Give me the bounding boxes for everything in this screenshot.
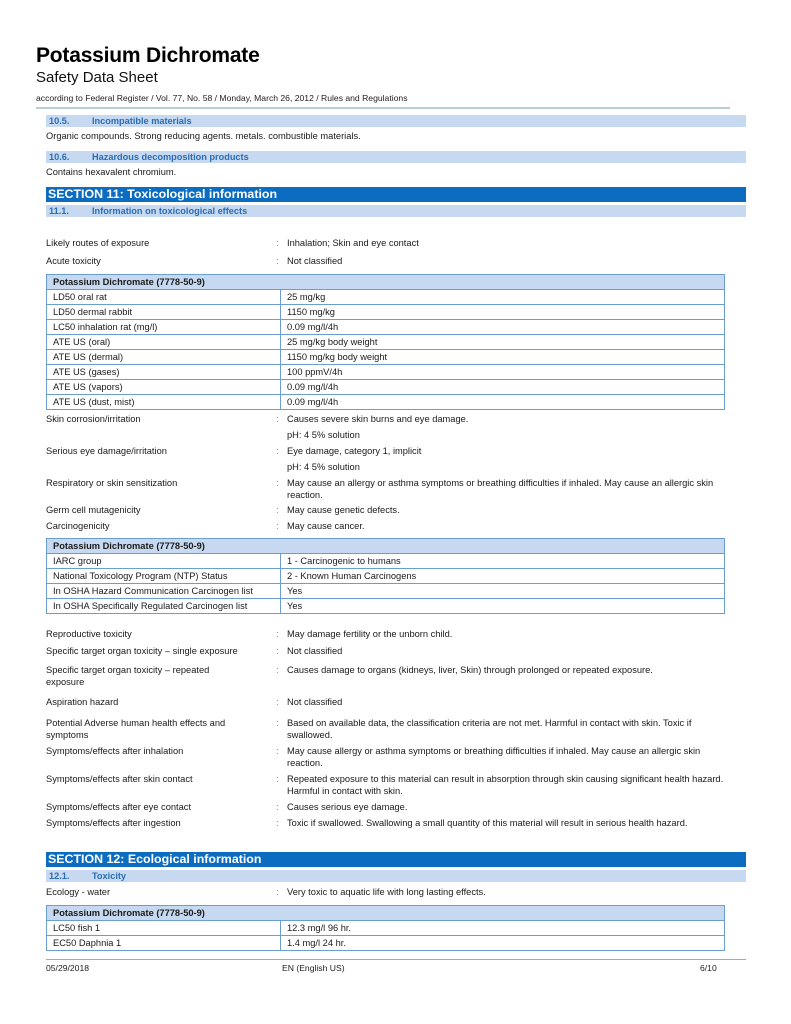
- table-row: [47, 380, 725, 395]
- table-row: [47, 320, 725, 335]
- table-row: [47, 290, 725, 305]
- property-label: Germ cell mutagenicity: [46, 505, 141, 515]
- table-cell-key: LC50 inhalation rat (mg/l): [47, 320, 281, 335]
- property-label: Specific target organ toxicity – single exposure: [46, 646, 238, 656]
- colon-separator: :: [276, 746, 279, 756]
- table-cell-key: In OSHA Specifically Regulated Carcinogen list: [47, 599, 281, 614]
- table-cell-value: 1150 mg/kg: [281, 305, 725, 320]
- table-row: [47, 395, 725, 410]
- table-cell-key: National Toxicology Program (NTP) Status: [47, 569, 281, 584]
- footer-page-number: 6/10: [700, 963, 717, 973]
- property-value-ph: pH: 4 5% solution: [287, 462, 360, 472]
- property-label: Symptoms/effects after eye contact: [46, 802, 192, 812]
- table-cell-value: 25 mg/kg body weight: [281, 335, 725, 350]
- property-label: Carcinogenicity: [46, 521, 110, 531]
- colon-separator: :: [276, 818, 279, 828]
- subsection-10-6-header: [46, 151, 746, 163]
- section-title: SECTION 12: Ecological information: [48, 852, 262, 866]
- property-label: Potential Adverse human health effects and symptoms: [46, 718, 226, 740]
- table-row: [47, 936, 725, 951]
- property-label: Ecology - water: [46, 887, 111, 897]
- property-label: Specific target organ toxicity – repeated exposure: [46, 665, 210, 687]
- property-value: Toxic if swallowed. Swallowing a small quantity of this material will result in serious health hazard.: [287, 818, 688, 828]
- colon-separator: :: [276, 887, 279, 897]
- property-value: Very toxic to aquatic life with long lasting effects.: [287, 887, 486, 897]
- incompatible-materials-text: Organic compounds. Strong reducing agents. metals. combustible materials.: [46, 131, 361, 141]
- footer-date: 05/29/2018: [46, 963, 90, 973]
- table-cell-key: LC50 fish 1: [47, 921, 281, 936]
- document-title: Potassium Dichromate: [36, 44, 260, 67]
- subsection-11-1-header: [46, 205, 746, 217]
- property-value: Repeated exposure to this material can result in absorption through skin causing significant health hazard. Harmful in contact with skin.: [287, 774, 724, 796]
- colon-separator: :: [276, 478, 279, 488]
- regulation-reference: according to Federal Register / Vol. 77, No. 58 / Monday, March 26, 2012 / Rules and Regulations: [36, 93, 408, 103]
- property-value: Not classified: [287, 697, 343, 707]
- table-cell-key: ATE US (vapors): [47, 380, 281, 395]
- subsection-number: 12.1.: [49, 871, 70, 881]
- table-row: [47, 599, 725, 614]
- table-cell-value: 0.09 mg/l/4h: [281, 395, 725, 410]
- property-label: Skin corrosion/irritation: [46, 414, 141, 424]
- table-row: [47, 305, 725, 320]
- table-cell-key: ATE US (oral): [47, 335, 281, 350]
- section-11-header: [46, 187, 746, 202]
- decomposition-products-text: Contains hexavalent chromium.: [46, 167, 177, 177]
- table-cell-value: 1 - Carcinogenic to humans: [281, 554, 725, 569]
- table-cell-value: 25 mg/kg: [281, 290, 725, 305]
- table-row: [47, 569, 725, 584]
- table-cell-key: LD50 oral rat: [47, 290, 281, 305]
- table-row: [47, 584, 725, 599]
- colon-separator: :: [276, 238, 279, 248]
- footer-language: EN (English US): [282, 963, 345, 973]
- ecotoxicity-table: [46, 905, 725, 951]
- table-header-cell: Potassium Dichromate (7778-50-9): [47, 906, 725, 921]
- table-cell-value: 1150 mg/kg body weight: [281, 350, 725, 365]
- carcinogenicity-table: [46, 538, 725, 614]
- colon-separator: :: [276, 505, 279, 515]
- table-cell-value: Yes: [281, 599, 725, 614]
- property-label: Acute toxicity: [46, 256, 101, 266]
- table-header-cell: Potassium Dichromate (7778-50-9): [47, 275, 725, 290]
- header-divider: [36, 107, 730, 109]
- colon-separator: :: [276, 646, 279, 656]
- property-value: Based on available data, the classification criteria are not met. Harmful in contact with skin. Toxic if swallowed.: [287, 718, 692, 740]
- table-cell-value: 100 ppmV/4h: [281, 365, 725, 380]
- property-label: Serious eye damage/irritation: [46, 446, 167, 456]
- property-value: Causes severe skin burns and eye damage.: [287, 414, 469, 424]
- property-label: Symptoms/effects after ingestion: [46, 818, 181, 828]
- subsection-12-1-header: [46, 870, 746, 882]
- table-cell-key: IARC group: [47, 554, 281, 569]
- table-header-cell: Potassium Dichromate (7778-50-9): [47, 539, 725, 554]
- table-row: [47, 350, 725, 365]
- property-value: May cause allergy or asthma symptoms or breathing difficulties if inhaled. May cause an allergic skin reaction.: [287, 746, 701, 768]
- subsection-number: 10.6.: [49, 152, 70, 162]
- table-cell-value: Yes: [281, 584, 725, 599]
- section-12-header: [46, 852, 746, 867]
- colon-separator: :: [276, 718, 279, 728]
- property-value: May cause cancer.: [287, 521, 365, 531]
- property-value-ph: pH: 4 5% solution: [287, 430, 360, 440]
- colon-separator: :: [276, 256, 279, 266]
- colon-separator: :: [276, 521, 279, 531]
- table-cell-value: 0.09 mg/l/4h: [281, 320, 725, 335]
- table-row: [47, 554, 725, 569]
- footer-divider: [46, 959, 746, 960]
- colon-separator: :: [276, 697, 279, 707]
- property-label: Respiratory or skin sensitization: [46, 478, 178, 488]
- table-row: [47, 921, 725, 936]
- subsection-label: Hazardous decomposition products: [92, 152, 249, 162]
- subsection-number: 10.5.: [49, 116, 70, 126]
- colon-separator: :: [276, 629, 279, 639]
- table-cell-value: 1.4 mg/l 24 hr.: [281, 936, 725, 951]
- property-label: Likely routes of exposure: [46, 238, 150, 248]
- property-value: Causes damage to organs (kidneys, liver, Skin) through prolonged or repeated exposure.: [287, 665, 653, 675]
- table-row: [47, 335, 725, 350]
- table-cell-value: 12.3 mg/l 96 hr.: [281, 921, 725, 936]
- property-label: Aspiration hazard: [46, 697, 119, 707]
- table-cell-key: ATE US (dust, mist): [47, 395, 281, 410]
- table-cell-key: LD50 dermal rabbit: [47, 305, 281, 320]
- subsection-10-5-header: [46, 115, 746, 127]
- table-cell-key: ATE US (gases): [47, 365, 281, 380]
- table-cell-value: 0.09 mg/l/4h: [281, 380, 725, 395]
- table-header-row: [47, 275, 725, 290]
- section-title: SECTION 11: Toxicological information: [48, 187, 278, 201]
- property-label: Symptoms/effects after inhalation: [46, 746, 184, 756]
- colon-separator: :: [276, 802, 279, 812]
- property-value: May damage fertility or the unborn child.: [287, 629, 453, 639]
- table-header-row: [47, 906, 725, 921]
- property-label: Symptoms/effects after skin contact: [46, 774, 193, 784]
- property-value: May cause an allergy or asthma symptoms or breathing difficulties if inhaled. May cause an allergic skin reaction.: [287, 478, 714, 500]
- property-value: Inhalation; Skin and eye contact: [287, 238, 419, 248]
- table-header-row: [47, 539, 725, 554]
- property-value: Eye damage, category 1, implicit: [287, 446, 422, 456]
- colon-separator: :: [276, 665, 279, 675]
- acute-toxicity-table: [46, 274, 725, 410]
- subsection-label: Toxicity: [92, 871, 127, 881]
- table-cell-value: 2 - Known Human Carcinogens: [281, 569, 725, 584]
- colon-separator: :: [276, 414, 279, 424]
- table-cell-key: In OSHA Hazard Communication Carcinogen list: [47, 584, 281, 599]
- document-subtitle: Safety Data Sheet: [36, 69, 158, 86]
- property-value: Not classified: [287, 256, 343, 266]
- property-value: May cause genetic defects.: [287, 505, 400, 515]
- subsection-number: 11.1.: [49, 206, 69, 216]
- colon-separator: :: [276, 774, 279, 784]
- table-cell-key: ATE US (dermal): [47, 350, 281, 365]
- table-cell-key: EC50 Daphnia 1: [47, 936, 281, 951]
- property-label: Reproductive toxicity: [46, 629, 132, 639]
- subsection-label: Information on toxicological effects: [92, 206, 248, 216]
- table-row: [47, 365, 725, 380]
- subsection-label: Incompatible materials: [92, 116, 192, 126]
- property-value: Causes serious eye damage.: [287, 802, 408, 812]
- property-value: Not classified: [287, 646, 343, 656]
- colon-separator: :: [276, 446, 279, 456]
